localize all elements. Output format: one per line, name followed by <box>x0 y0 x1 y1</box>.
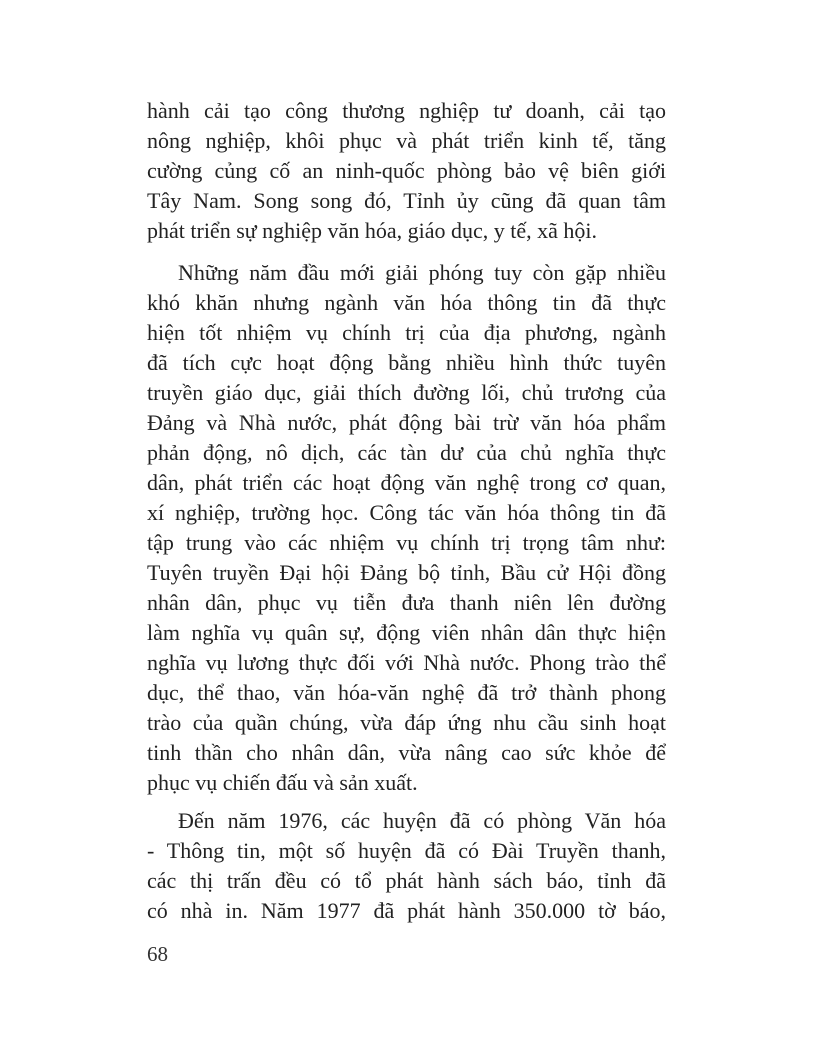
text-line: Tây Nam. Song song đó, Tỉnh ủy cũng đã quan tâm <box>147 188 666 213</box>
text-line: khó khăn nhưng ngành văn hóa thông tin đã thực <box>147 290 666 315</box>
text-line: dân, phát triển các hoạt động văn nghệ trong cơ quan, <box>147 470 666 495</box>
text-line: đã tích cực hoạt động bằng nhiều hình thức tuyên <box>147 350 666 375</box>
text-line: phát triển sự nghiệp văn hóa, giáo dục, y tế, xã hội. <box>147 218 597 243</box>
paragraph-2 <box>147 258 666 798</box>
text-line: Đến năm 1976, các huyện đã có phòng Văn hóa <box>178 808 666 833</box>
text-line: tập trung vào các nhiệm vụ chính trị trọng tâm như: <box>147 530 666 555</box>
text-line: cường củng cố an ninh-quốc phòng bảo vệ biên giới <box>147 158 666 183</box>
text-line: nghĩa vụ lương thực đối với Nhà nước. Phong trào thể <box>147 650 666 675</box>
text-line: truyền giáo dục, giải thích đường lối, chủ trương của <box>147 380 666 405</box>
text-line: trào của quần chúng, vừa đáp ứng nhu cầu sinh hoạt <box>147 710 666 735</box>
text-line: tinh thần cho nhân dân, vừa nâng cao sức khỏe để <box>147 740 666 765</box>
text-line: hành cải tạo công thương nghiệp tư doanh, cải tạo <box>147 98 666 123</box>
text-line: phản động, nô dịch, các tàn dư của chủ nghĩa thực <box>147 440 666 465</box>
text-line: dục, thể thao, văn hóa-văn nghệ đã trở thành phong <box>147 680 666 705</box>
text-line: có nhà in. Năm 1977 đã phát hành 350.000 tờ báo, <box>147 898 666 923</box>
text-line: Những năm đầu mới giải phóng tuy còn gặp nhiều <box>178 260 666 285</box>
paragraph-3 <box>147 806 666 926</box>
text-line: nhân dân, phục vụ tiễn đưa thanh niên lên đường <box>147 590 666 615</box>
text-line: làm nghĩa vụ quân sự, động viên nhân dân thực hiện <box>147 620 666 645</box>
text-line: các thị trấn đều có tổ phát hành sách báo, tỉnh đã <box>147 868 666 893</box>
page-number: 68 <box>147 942 168 966</box>
text-line: Tuyên truyền Đại hội Đảng bộ tỉnh, Bầu cử Hội đồng <box>147 560 666 585</box>
text-line: phục vụ chiến đấu và sản xuất. <box>147 770 418 795</box>
paragraph-1 <box>147 96 666 246</box>
text-line: xí nghiệp, trường học. Công tác văn hóa thông tin đã <box>147 500 666 525</box>
text-line: Đảng và Nhà nước, phát động bài trừ văn hóa phẩm <box>147 410 666 435</box>
text-line: nông nghiệp, khôi phục và phát triển kinh tế, tăng <box>147 128 666 153</box>
text-line: hiện tốt nhiệm vụ chính trị của địa phương, ngành <box>147 320 666 345</box>
text-line: - Thông tin, một số huyện đã có Đài Truyền thanh, <box>147 838 666 863</box>
